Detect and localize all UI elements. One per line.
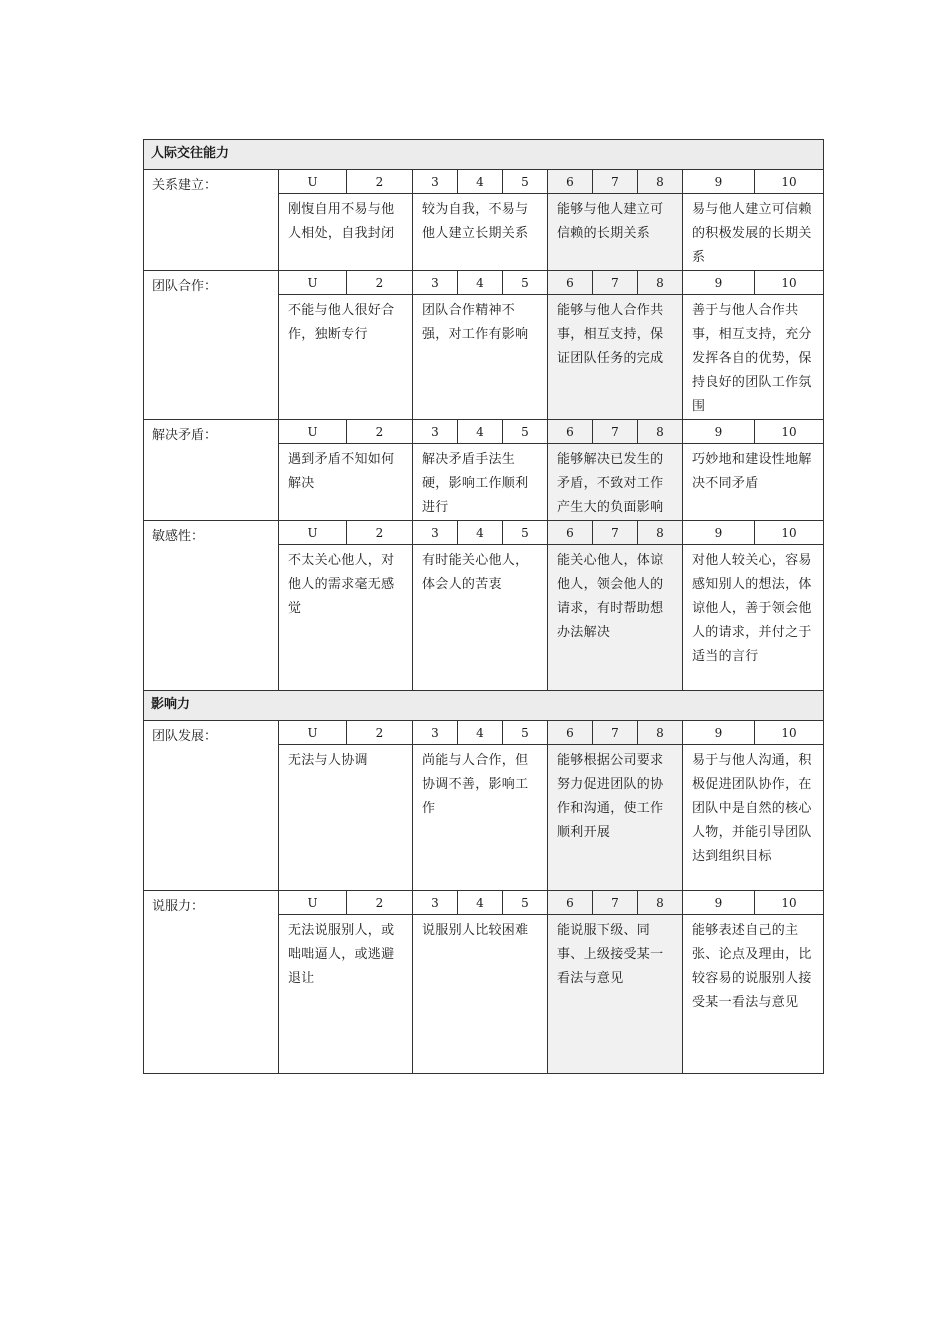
scale-score: 8 xyxy=(638,721,683,745)
scale-score: 3 xyxy=(413,891,458,915)
scale-score: 3 xyxy=(413,721,458,745)
level-description: 有时能关心他人，体会人的苦衷 xyxy=(413,545,548,691)
scale-score: 5 xyxy=(503,170,548,194)
scale-score: 6 xyxy=(548,271,593,295)
scale-score: 4 xyxy=(458,721,503,745)
criterion-label: 团队合作： xyxy=(144,271,279,420)
scale-score: 5 xyxy=(503,521,548,545)
scale-score: 6 xyxy=(548,721,593,745)
level-description: 能够与他人合作共事，相互支持，保证团队任务的完成 xyxy=(548,295,683,420)
scale-score: 4 xyxy=(458,420,503,444)
scale-score: 8 xyxy=(638,521,683,545)
scale-score: 6 xyxy=(548,420,593,444)
level-description: 对他人较关心，容易感知别人的想法，体谅他人，善于领会他人的请求，并付之于适当的言行 xyxy=(683,545,824,691)
scale-score: U xyxy=(279,170,347,194)
level-description: 能说服下级、同事、上级接受某一看法与意见 xyxy=(548,915,683,1074)
criterion-label: 敏感性： xyxy=(144,521,279,691)
scale-score: 7 xyxy=(593,170,638,194)
scale-score: 3 xyxy=(413,271,458,295)
scale-score: 7 xyxy=(593,271,638,295)
level-description: 能关心他人，体谅他人，领会他人的请求，有时帮助想办法解决 xyxy=(548,545,683,691)
scale-score: 10 xyxy=(755,170,824,194)
scale-score: 9 xyxy=(683,271,755,295)
scale-score: 5 xyxy=(503,420,548,444)
scale-score: 2 xyxy=(347,721,413,745)
scale-score: 8 xyxy=(638,891,683,915)
scale-score: 9 xyxy=(683,420,755,444)
scale-score: 2 xyxy=(347,420,413,444)
scale-score: 10 xyxy=(755,891,824,915)
level-description: 遇到矛盾不知如何解决 xyxy=(279,444,413,521)
scale-score: 10 xyxy=(755,721,824,745)
scale-score: U xyxy=(279,271,347,295)
scale-score: 9 xyxy=(683,721,755,745)
scale-score: 10 xyxy=(755,521,824,545)
scale-score: 4 xyxy=(458,891,503,915)
level-description: 刚愎自用不易与他人相处，自我封闭 xyxy=(279,194,413,271)
scale-score: 5 xyxy=(503,721,548,745)
scale-score: 5 xyxy=(503,891,548,915)
scale-score: 2 xyxy=(347,271,413,295)
scale-score: U xyxy=(279,420,347,444)
scale-score: 3 xyxy=(413,420,458,444)
scale-score: 5 xyxy=(503,271,548,295)
level-description: 不能与他人很好合作，独断专行 xyxy=(279,295,413,420)
scale-score: 8 xyxy=(638,420,683,444)
scale-score: 7 xyxy=(593,420,638,444)
competency-evaluation-form xyxy=(143,139,823,1074)
scale-score: 2 xyxy=(347,891,413,915)
scale-score: 8 xyxy=(638,271,683,295)
scale-score: 4 xyxy=(458,521,503,545)
level-description: 巧妙地和建设性地解决不同矛盾 xyxy=(683,444,824,521)
criterion-label: 说服力： xyxy=(144,891,279,1074)
level-description: 善于与他人合作共事，相互支持，充分发挥各自的优势，保持良好的团队工作氛围 xyxy=(683,295,824,420)
level-description: 较为自我，不易与他人建立长期关系 xyxy=(413,194,548,271)
scale-score: 10 xyxy=(755,420,824,444)
level-description: 解决矛盾手法生硬，影响工作顺利进行 xyxy=(413,444,548,521)
level-description: 易于与他人沟通，积极促进团队协作，在团队中是自然的核心人物，并能引导团队达到组织目标 xyxy=(683,745,824,891)
scale-score: 4 xyxy=(458,170,503,194)
scale-score: 7 xyxy=(593,891,638,915)
level-description: 说服别人比较困难 xyxy=(413,915,548,1074)
scale-score: 7 xyxy=(593,721,638,745)
section-header: 影响力 xyxy=(144,691,824,721)
criterion-label: 团队发展： xyxy=(144,721,279,891)
scale-score: 3 xyxy=(413,170,458,194)
scale-score: 7 xyxy=(593,521,638,545)
level-description: 团队合作精神不强，对工作有影响 xyxy=(413,295,548,420)
criterion-label: 关系建立： xyxy=(144,170,279,271)
scale-score: 9 xyxy=(683,891,755,915)
level-description: 易与他人建立可信赖的积极发展的长期关系 xyxy=(683,194,824,271)
level-description: 能够解决已发生的矛盾，不致对工作产生大的负面影响 xyxy=(548,444,683,521)
scale-score: 2 xyxy=(347,521,413,545)
level-description: 尚能与人合作，但协调不善，影响工作 xyxy=(413,745,548,891)
scale-score: 9 xyxy=(683,170,755,194)
scale-score: 6 xyxy=(548,521,593,545)
level-description: 无法说服别人，或咄咄逼人，或逃避退让 xyxy=(279,915,413,1074)
scale-score: 6 xyxy=(548,891,593,915)
scale-score: 4 xyxy=(458,271,503,295)
scale-score: 2 xyxy=(347,170,413,194)
scale-score: U xyxy=(279,891,347,915)
level-description: 能够根据公司要求努力促进团队的协作和沟通，使工作顺利开展 xyxy=(548,745,683,891)
scale-score: U xyxy=(279,721,347,745)
scale-score: U xyxy=(279,521,347,545)
level-description: 不太关心他人，对他人的需求毫无感觉 xyxy=(279,545,413,691)
scale-score: 8 xyxy=(638,170,683,194)
scale-score: 6 xyxy=(548,170,593,194)
criterion-label: 解决矛盾： xyxy=(144,420,279,521)
level-description: 能够表述自己的主张、论点及理由，比较容易的说服别人接受某一看法与意见 xyxy=(683,915,824,1074)
scale-score: 3 xyxy=(413,521,458,545)
level-description: 能够与他人建立可信赖的长期关系 xyxy=(548,194,683,271)
scale-score: 10 xyxy=(755,271,824,295)
level-description: 无法与人协调 xyxy=(279,745,413,891)
scale-score: 9 xyxy=(683,521,755,545)
section-header: 人际交往能力 xyxy=(144,140,824,170)
evaluation-table xyxy=(143,139,824,1074)
